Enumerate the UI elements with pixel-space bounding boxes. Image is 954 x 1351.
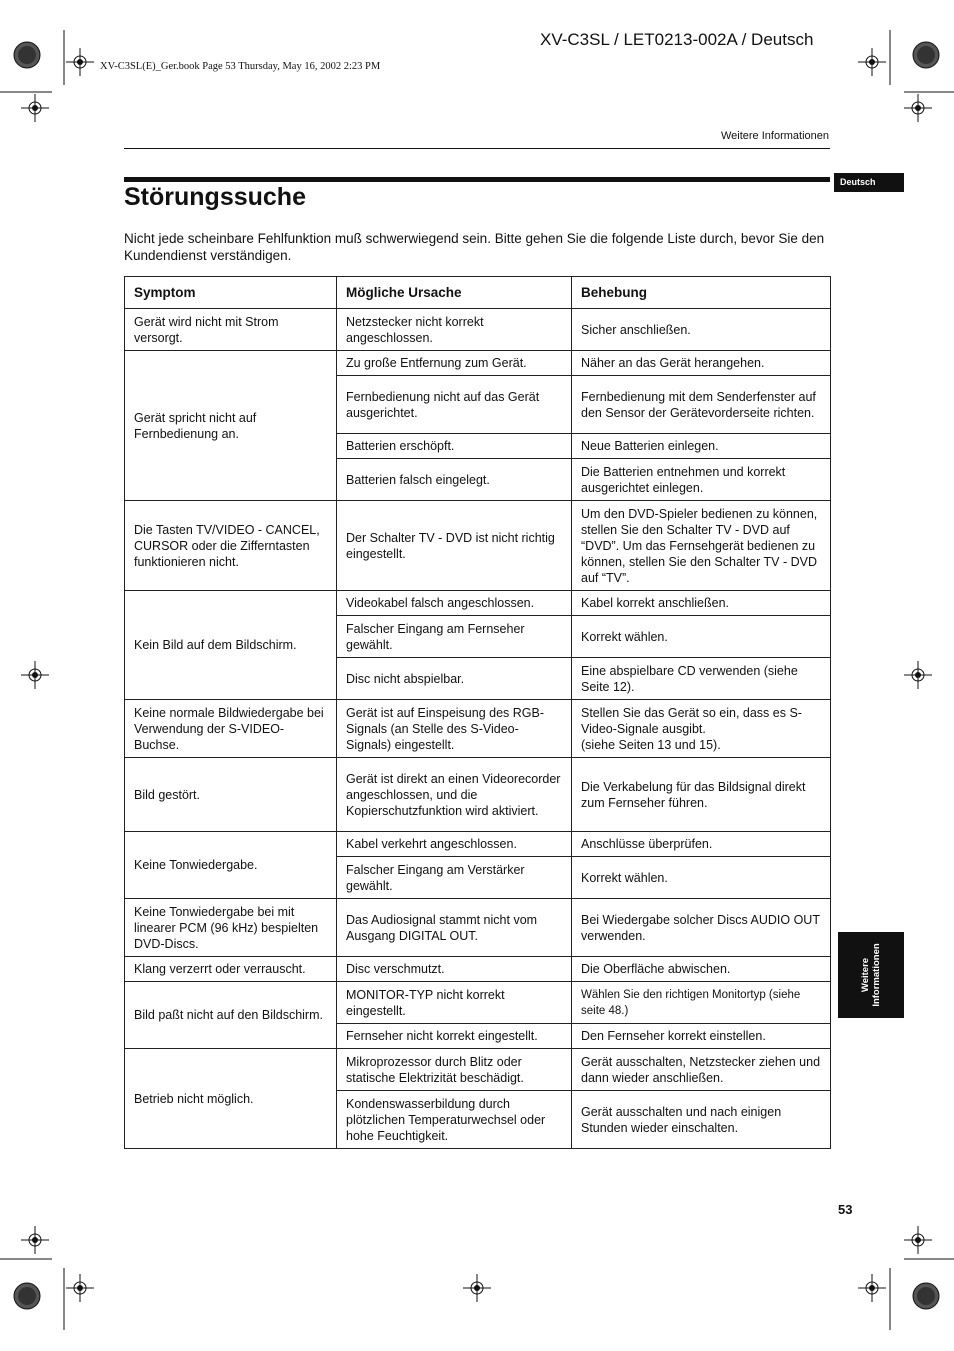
fix-cell: Eine abspielbare CD verwenden (siehe Seite 12).: [572, 658, 831, 700]
header-cause: Mögliche Ursache: [337, 277, 572, 309]
cause-cell: Das Audiosignal stammt nicht vom Ausgang DIGITAL OUT.: [337, 899, 572, 957]
page-title: Störungssuche: [124, 183, 306, 211]
symptom-cell: Bild paßt nicht auf den Bildschirm.: [125, 982, 337, 1049]
symptom-cell: Keine Tonwiedergabe.: [125, 832, 337, 899]
table-row: [125, 591, 831, 616]
symptom-cell: Keine Tonwiedergabe bei mit linearer PCM (96 kHz) bespielten DVD-Discs.: [125, 899, 337, 957]
table-row: [125, 899, 831, 957]
cause-cell: Netzstecker nicht korrekt angeschlossen.: [337, 309, 572, 351]
table-header-row: [125, 277, 831, 309]
fix-cell: Wählen Sie den richtigen Monitortyp (siehe seite 48.): [572, 982, 831, 1024]
cause-cell: Fernseher nicht korrekt eingestellt.: [337, 1024, 572, 1049]
symptom-cell: Gerät wird nicht mit Strom versorgt.: [125, 309, 337, 351]
cause-cell: Fernbedienung nicht auf das Gerät ausgerichtet.: [337, 376, 572, 434]
intro-paragraph: Nicht jede scheinbare Fehlfunktion muß schwerwiegend sein. Bitte gehen Sie die folgende Liste durch, bevor Sie den Kundendienst verständigen.: [124, 231, 825, 263]
fix-cell: Fernbedienung mit dem Senderfenster auf den Sensor der Gerätevorderseite richten.: [572, 376, 831, 434]
fix-cell: Kabel korrekt anschließen.: [572, 591, 831, 616]
cause-cell: MONITOR-TYP nicht korrekt eingestellt.: [337, 982, 572, 1024]
symptom-cell: Keine normale Bildwiedergabe bei Verwendung der S-VIDEO-Buchse.: [125, 700, 337, 758]
fix-cell: Neue Batterien einlegen.: [572, 434, 831, 459]
cause-cell: Falscher Eingang am Verstärker gewählt.: [337, 857, 572, 899]
table-row: [125, 982, 831, 1024]
page-number: 53: [838, 1202, 853, 1217]
header-fix: Behebung: [572, 277, 831, 309]
cause-cell: Disc nicht abspielbar.: [337, 658, 572, 700]
cause-cell: Der Schalter TV - DVD ist nicht richtig eingestellt.: [337, 501, 572, 591]
symptom-cell: Klang verzerrt oder verrauscht.: [125, 957, 337, 982]
cause-cell: Gerät ist auf Einspeisung des RGB-Signals (an Stelle des S-Video-Signals) eingestellt.: [337, 700, 572, 758]
fix-cell: Gerät ausschalten und nach einigen Stunden wieder einschalten.: [572, 1091, 831, 1149]
side-section-tab: [838, 932, 904, 1018]
symptom-cell: Betrieb nicht möglich.: [125, 1049, 337, 1149]
cause-cell: Disc verschmutzt.: [337, 957, 572, 982]
fix-cell: Um den DVD-Spieler bedienen zu können, stellen Sie den Schalter TV - DVD auf “DVD”. Um das Fernsehgerät bedienen zu können, stellen Sie den Schalter TV - DVD auf “TV”.: [572, 501, 831, 591]
symptom-cell: Kein Bild auf dem Bildschirm.: [125, 591, 337, 700]
fix-cell: Anschlüsse überprüfen.: [572, 832, 831, 857]
cause-cell: Kabel verkehrt angeschlossen.: [337, 832, 572, 857]
cause-cell: Gerät ist direkt an einen Videorecorder angeschlossen, und die Kopierschutzfunktion wird aktiviert.: [337, 758, 572, 832]
fix-cell: Die Verkabelung für das Bildsignal direkt zum Fernseher führen.: [572, 758, 831, 832]
table-row: [125, 309, 831, 351]
print-book-info: XV-C3SL(E)_Ger.book Page 53 Thursday, May 16, 2002 2:23 PM: [100, 61, 381, 72]
header-rule: [124, 148, 830, 149]
table-body: [125, 309, 831, 1149]
fix-cell: Bei Wiedergabe solcher Discs AUDIO OUT verwenden.: [572, 899, 831, 957]
table-row: [125, 832, 831, 857]
section-label: Weitere Informationen: [720, 130, 829, 142]
table-row: [125, 351, 831, 376]
side-tab-label-line2: Informationen: [871, 943, 882, 1007]
cause-cell: Falscher Eingang am Fernseher gewählt.: [337, 616, 572, 658]
symptom-cell: Bild gestört.: [125, 758, 337, 832]
title-rule: [124, 177, 830, 182]
symptom-cell: Die Tasten TV/VIDEO - CANCEL, CURSOR oder die Zifferntasten funktionieren nicht.: [125, 501, 337, 591]
cause-cell: Mikroprozessor durch Blitz oder statische Elektrizität beschädigt.: [337, 1049, 572, 1091]
fix-cell: Den Fernseher korrekt einstellen.: [572, 1024, 831, 1049]
cause-cell: Kondenswasserbildung durch plötzlichen Temperaturwechsel oder hohe Feuchtigkeit.: [337, 1091, 572, 1149]
fix-cell: Näher an das Gerät herangehen.: [572, 351, 831, 376]
fix-cell: Korrekt wählen.: [572, 857, 831, 899]
cause-cell: Batterien falsch eingelegt.: [337, 459, 572, 501]
language-tab: Deutsch: [834, 173, 904, 192]
document-header-title: XV-C3SL / LET0213-002A / Deutsch: [540, 30, 814, 49]
fix-cell: Korrekt wählen.: [572, 616, 831, 658]
troubleshooting-table: [124, 276, 831, 1149]
table-row: [125, 700, 831, 758]
fix-cell: Sicher anschließen.: [572, 309, 831, 351]
table-row: [125, 1049, 831, 1091]
table-row: [125, 957, 831, 982]
fix-cell: Stellen Sie das Gerät so ein, dass es S-Video-Signale ausgibt. (siehe Seiten 13 und 15).: [572, 700, 831, 758]
fix-cell: Die Batterien entnehmen und korrekt ausgerichtet einlegen.: [572, 459, 831, 501]
side-tab-label-line1: Weitere: [860, 957, 871, 993]
symptom-cell: Gerät spricht nicht auf Fernbedienung an.: [125, 351, 337, 501]
table-row: [125, 501, 831, 591]
cause-cell: Videokabel falsch angeschlossen.: [337, 591, 572, 616]
fix-cell: Die Oberfläche abwischen.: [572, 957, 831, 982]
fix-cell: Gerät ausschalten, Netzstecker ziehen und dann wieder anschließen.: [572, 1049, 831, 1091]
cause-cell: Batterien erschöpft.: [337, 434, 572, 459]
header-symptom: Symptom: [125, 277, 337, 309]
table-row: [125, 758, 831, 832]
cause-cell: Zu große Entfernung zum Gerät.: [337, 351, 572, 376]
